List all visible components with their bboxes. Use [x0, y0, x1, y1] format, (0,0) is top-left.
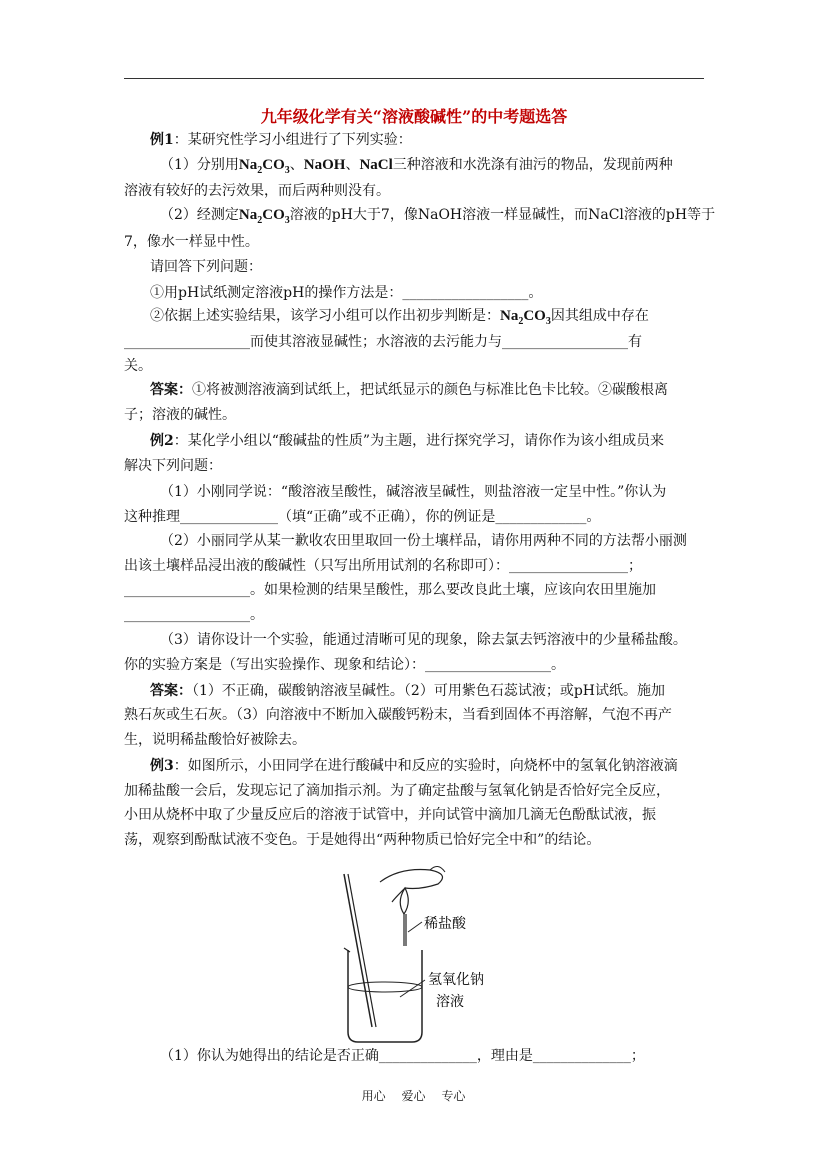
ex2-q1: （1）小刚同学说：“酸溶液呈酸性，碱溶液呈碱性，则盐溶液一定呈中性。”你认为	[160, 484, 667, 500]
ex2-q2-cont2: __________________。如果检测的结果呈酸性，那么要改良此土壤，应该向农田里施加	[124, 582, 656, 598]
ex2-q1-cont: 这种推理______________（填“正确”或不正确），你的例证是_____________。	[124, 509, 601, 525]
ex1-q2-cont: __________________而使其溶液显碱性；水溶液的去污能力与__________________有	[124, 334, 642, 350]
solution-surface	[348, 982, 422, 992]
ex3-intro: 例3：如图所示，小田同学在进行酸碱中和反应的实验时，向烧杯中的氢氧化钠溶液滴	[150, 758, 678, 774]
footer-item: 专心	[441, 1089, 466, 1103]
ex2-q2-end: __________________。	[124, 607, 264, 623]
label-solution: 溶液	[436, 994, 464, 1010]
ex2-intro: 例2：某化学小组以“酸碱盐的性质”为主题，进行探究学习，请你作为该小组成员来	[150, 433, 665, 449]
formula-na2co3: $Na_2CO_3$	[238, 157, 290, 176]
formula-na2co3: $Na_2CO_3$	[238, 207, 290, 226]
beaker-illustration	[320, 862, 520, 1052]
ex1-p1: （1）分别用$Na_2CO_3$、NaOH、NaCl三种溶液和水洗涤有油污的物品，发现前两种	[160, 157, 673, 176]
ex1-answer-cont: 子；溶液的碱性。	[124, 407, 236, 423]
ex1-answer: 答案：①将被测溶液滴到试纸上，把试纸显示的颜色与标准比色卡比较。②碳酸根离	[150, 382, 668, 398]
ex2-q2-cont: 出该土壤样品浸出液的酸碱性（只写出所用试剂的名称即可）：_________________；	[124, 558, 642, 574]
formula-naoh: NaOH	[303, 157, 346, 173]
ex2-intro-cont: 解决下列问题：	[124, 458, 222, 474]
ex1-p1-cont: 溶液有较好的去污效果，而后两种则没有。	[124, 183, 390, 199]
ex2-q3-cont: 你的实验方案是（写出实验操作、现象和结论）：__________________。	[124, 657, 565, 673]
ex1-q2: ②依据上述实验结果，该学习小组可以作出初步判断是：$Na_2CO_3$因其组成中存在	[150, 308, 649, 327]
label-pointer-acid	[408, 922, 422, 932]
ex2-answer-cont: 熟石灰或生石灰。（3）向溶液中不断加入碳酸钙粉末，当看到固体不再溶解，气泡不再产	[124, 707, 672, 723]
ex1-q1: ①用pH试纸测定溶液pH的操作方法是：__________________。	[150, 285, 543, 301]
label-dilute-hcl: 稀盐酸	[424, 916, 466, 932]
document-title: 九年级化学有关“溶液酸碱性”的中考题选答	[260, 107, 568, 126]
footer-item: 用心	[361, 1089, 386, 1103]
ex1-ask: 请回答下列问题：	[150, 259, 262, 275]
beaker	[348, 950, 422, 1042]
ex1-q2-end: 关。	[124, 358, 152, 374]
header-rule	[124, 78, 704, 79]
hand-drawing	[380, 870, 443, 903]
ex2-answer-end: 生，说明稀盐酸恰好被除去。	[124, 732, 306, 748]
ex3-line2: 加稀盐酸一会后，发现忘记了滴加指示剂。为了确定盐酸与氢氧化钠是否恰好完全反应，	[124, 783, 670, 799]
footer-item: 爱心	[401, 1089, 426, 1103]
ex1-p2: （2）经测定$Na_2CO_3$溶液的pH大于7，像NaOH溶液一样显碱性，而NaCl溶液的pH等于	[160, 207, 716, 226]
ex2-q2: （2）小丽同学从某一歉收农田里取回一份土壤样品，请你用两种不同的方法帮小丽测	[160, 533, 687, 549]
ex2-q3: （3）请你设计一个实验，能通过清晰可见的现象，除去氯去钙溶液中的少量稀盐酸。	[160, 632, 687, 648]
page-footer	[0, 1087, 827, 1104]
ex3-line4: 荡，观察到酚酞试液不变色。于是她得出“两种物质已恰好完全中和”的结论。	[124, 832, 601, 848]
formula-nacl: NaCl	[359, 157, 393, 173]
ex2-answer: 答案：（1）不正确，碳酸钠溶液呈碱性。（2）可用紫色石蕊试液；或pH试纸。施加	[150, 683, 665, 699]
ex1-p2-cont: 7，像水一样显中性。	[124, 234, 259, 250]
beaker-figure	[320, 862, 520, 1052]
ex3-q1: （1）你认为她得出的结论是否正确______________，理由是______________；	[160, 1048, 645, 1064]
label-naoh: 氢氧化钠	[428, 972, 484, 988]
ex3-line3: 小田从烧杯中取了少量反应后的溶液于试管中，并向试管中滴加几滴无色酚酞试液，振	[124, 807, 656, 823]
ex1-intro: 例1：某研究性学习小组进行了下列实验：	[150, 132, 412, 148]
formula-na2co3: $Na_2CO_3$	[500, 308, 551, 327]
